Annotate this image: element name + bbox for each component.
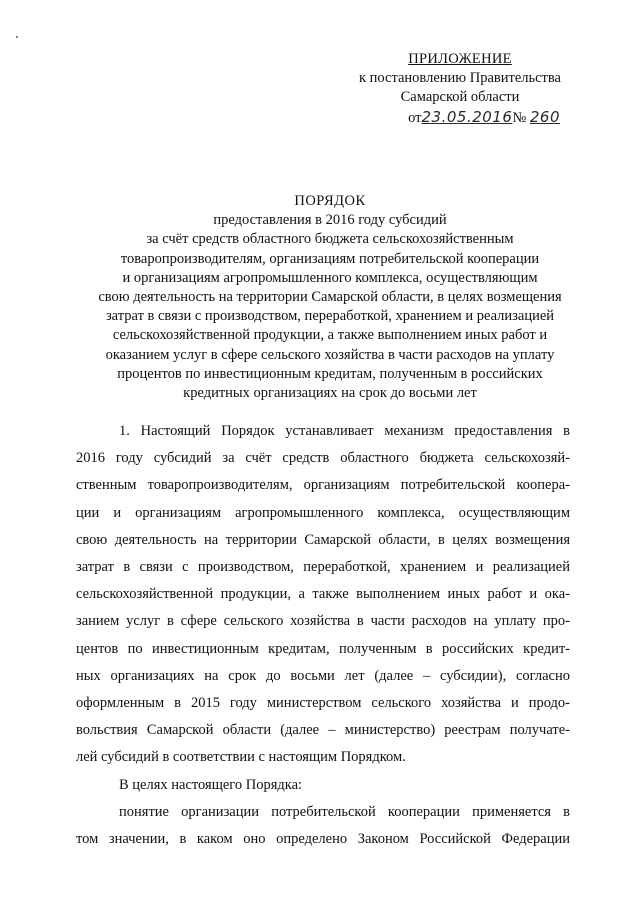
body-line: вольствия Самарской области (далее – министерство) реестрам получате- [76, 722, 570, 739]
heading-line: сельскохозяйственной продукции, а также выполнением иных работ и [112, 327, 548, 344]
document-title: ПОРЯДОК [294, 193, 366, 209]
body-line: ных организациях на срок до восьми лет (далее – субсидии), согласно [76, 667, 570, 684]
paragraph-1 [76, 418, 570, 772]
body-line: понятие организации потребительской кооперации применяется в [119, 803, 570, 820]
appendix-dateline [340, 108, 580, 128]
heading-line: оказанием услуг в сфере сельского хозяйства в части расходов на уплату [105, 346, 555, 363]
body-line: ции и организациям агропромышленного комплекса, осуществляющим [76, 504, 570, 521]
body-line: 1. Настоящий Порядок устанавливает механизм предоставления в [119, 423, 570, 439]
handwritten-number: 260 [529, 108, 560, 126]
body-line: В целях настоящего Порядка: [119, 776, 303, 793]
appendix-block [340, 50, 580, 128]
heading-line: кредитных организациях на срок до восьми лет [183, 385, 477, 402]
body-line: ственным товаропроизводителям, организациям потребительской коопера- [76, 477, 570, 494]
heading-line: затрат в связи с производством, переработкой, хранением и реализацией [105, 308, 555, 325]
body-line: сельскохозяйственной продукции, а также выполнением иных работ и ока- [76, 586, 570, 603]
paragraph-2 [76, 772, 570, 799]
heading-line: процентов по инвестиционным кредитам, полученным в российских [117, 365, 543, 382]
appendix-line-2: Самарской области [400, 89, 520, 105]
body-line: занием услуг в сфере сельского хозяйства в части расходов на уплату про- [76, 613, 570, 630]
body-line: центов по инвестиционным кредитам, полученным в российских кредит- [76, 640, 570, 657]
scan-speck [16, 36, 18, 38]
heading-line: за счёт средств областного бюджета сельскохозяйственным [146, 231, 514, 248]
document-heading [80, 192, 580, 403]
heading-line: свою деятельность на территории Самарской области, в целях возмещения [98, 289, 562, 306]
heading-line: предоставления в 2016 году субсидий [213, 212, 447, 229]
body-line: свою деятельность на территории Самарской области, в целях возмещения [76, 531, 570, 548]
paragraph-3 [76, 799, 570, 853]
body-line: лей субсидий в соответствии с настоящим Порядком. [76, 749, 406, 766]
handwritten-date: 23.05.2016 [421, 108, 513, 126]
date-prefix: от [408, 110, 422, 126]
heading-line: и организациям агропромышленного комплекса, осуществляющим [122, 269, 538, 286]
body-line: затрат в связи с производством, переработкой, хранением и реализацией [76, 559, 570, 576]
body-line: 2016 году субсидий за счёт средств областного бюджета сельскохозяй- [76, 450, 570, 467]
appendix-title: ПРИЛОЖЕНИЕ [408, 51, 512, 67]
document-body [76, 418, 570, 853]
heading-line: товаропроизводителям, организациям потребительской кооперации [120, 250, 540, 267]
number-sign: № [512, 110, 527, 126]
appendix-line-1: к постановлению Правительства [359, 70, 561, 86]
body-line: том значении, в каком оно определено Законом Российской Федерации [76, 831, 570, 848]
body-line: оформленным в 2015 году министерством сельского хозяйства и продо- [76, 695, 570, 712]
